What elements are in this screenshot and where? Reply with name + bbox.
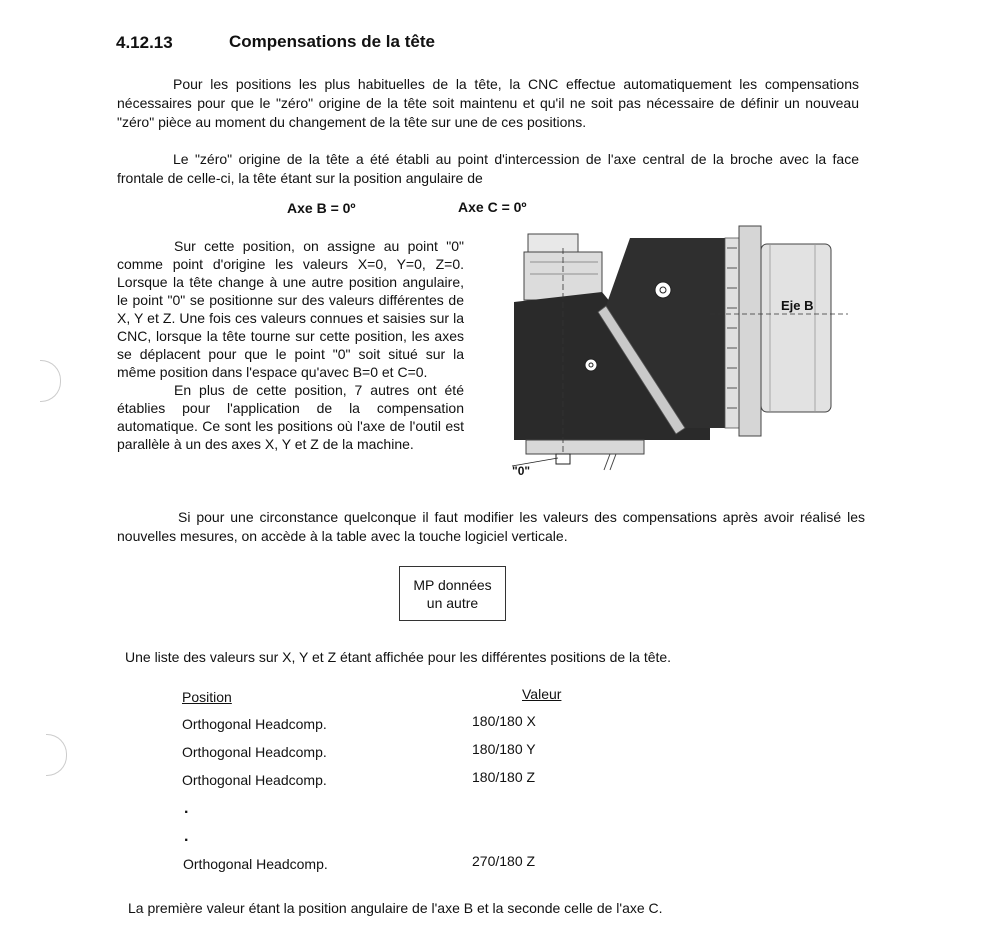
spindle-nose [526, 440, 644, 454]
zero-label: "0" [512, 464, 531, 478]
section-title: Compensations de la tête [229, 32, 435, 51]
table-header-valeur: Valeur [522, 686, 562, 702]
ellipsis-dot: . [184, 800, 189, 817]
softkey-mp-donnees[interactable] [399, 566, 506, 621]
eje-b-label: Eje B [781, 298, 814, 313]
axe-b-value: Axe B = 0º [287, 200, 356, 216]
scale-ring [725, 238, 739, 428]
table-header-position: Position [182, 689, 232, 705]
table-row-valeur: 180/180 X [472, 713, 536, 729]
section-number: 4.12.13 [116, 33, 173, 52]
axis-b-cylinder [761, 244, 831, 412]
table-row-position: Orthogonal Headcomp. [183, 856, 328, 872]
paragraph-position-b: En plus de cette position, 7 autres ont été établies pour l'application de la compensation automatique. Ce sont les positions où l'axe de l'outil est parallèle à un des axes X, Y et Z de la machine. [117, 382, 464, 452]
softkey-label: MP données un autre [413, 576, 492, 611]
paragraph-list-intro: Une liste des valeurs sur X, Y et Z étant affichée pour les différentes positions de la tête. [125, 649, 672, 665]
ellipsis-dot: . [184, 828, 189, 845]
binder-hole [40, 360, 61, 402]
table-row-position: Orthogonal Headcomp. [182, 716, 327, 732]
paragraph-position-a: Sur cette position, on assigne au point "0" comme point d'origine les valeurs X=0, Y=0, Z=0. Lorsque la tête change à une autre position angulaire, le point "0" se positionne sur des valeurs différentes de X, Y et Z. Une fois ces valeurs connues et saisies sur la CNC, lorsque la tête tourne sur cette position, les axes se déplacent pour que le point "0" soit situé sur la même position dans l'espace qu'avec B=0 et C=0. [117, 238, 464, 380]
table-row-position: Orthogonal Headcomp. [182, 744, 327, 760]
binder-hole [46, 734, 67, 776]
paragraph-footer: La première valeur étant la position angulaire de l'axe B et la seconde celle de l'axe C. [128, 900, 663, 916]
flange [739, 226, 761, 436]
paragraph-modify: Si pour une circonstance quelconque il faut modifier les valeurs des compensations après avoir réalisé les nouvelles mesures, on accède à la table avec la touche logiciel verticale. [117, 509, 865, 544]
spindle-cap [528, 234, 578, 254]
paragraph-intro: Pour les positions les plus habituelles de la tête, la CNC effectue automatiquement les compensations nécessaires pour que le "zéro" origine de la tête soit maintenu et qu'il ne soit pas nécessaire de définir un nouveau "zéro" pièce au moment du changement de la tête sur une de ces positions. [117, 76, 859, 130]
table-row-valeur: 270/180 Z [472, 853, 536, 869]
table-row-valeur: 180/180 Y [472, 741, 536, 757]
table-row-valeur: 180/180 Z [472, 769, 536, 785]
head-figure [480, 218, 850, 480]
paragraph-zero-origin: Le "zéro" origine de la tête a été établi au point d'intercession de l'axe central de la broche avec la face frontale de celle-ci, la tête étant sur la position angulaire de [117, 151, 859, 186]
paragraph-positions [117, 237, 464, 453]
table-row-position: Orthogonal Headcomp. [182, 772, 327, 788]
axe-c-value: Axe C = 0º [458, 199, 527, 215]
